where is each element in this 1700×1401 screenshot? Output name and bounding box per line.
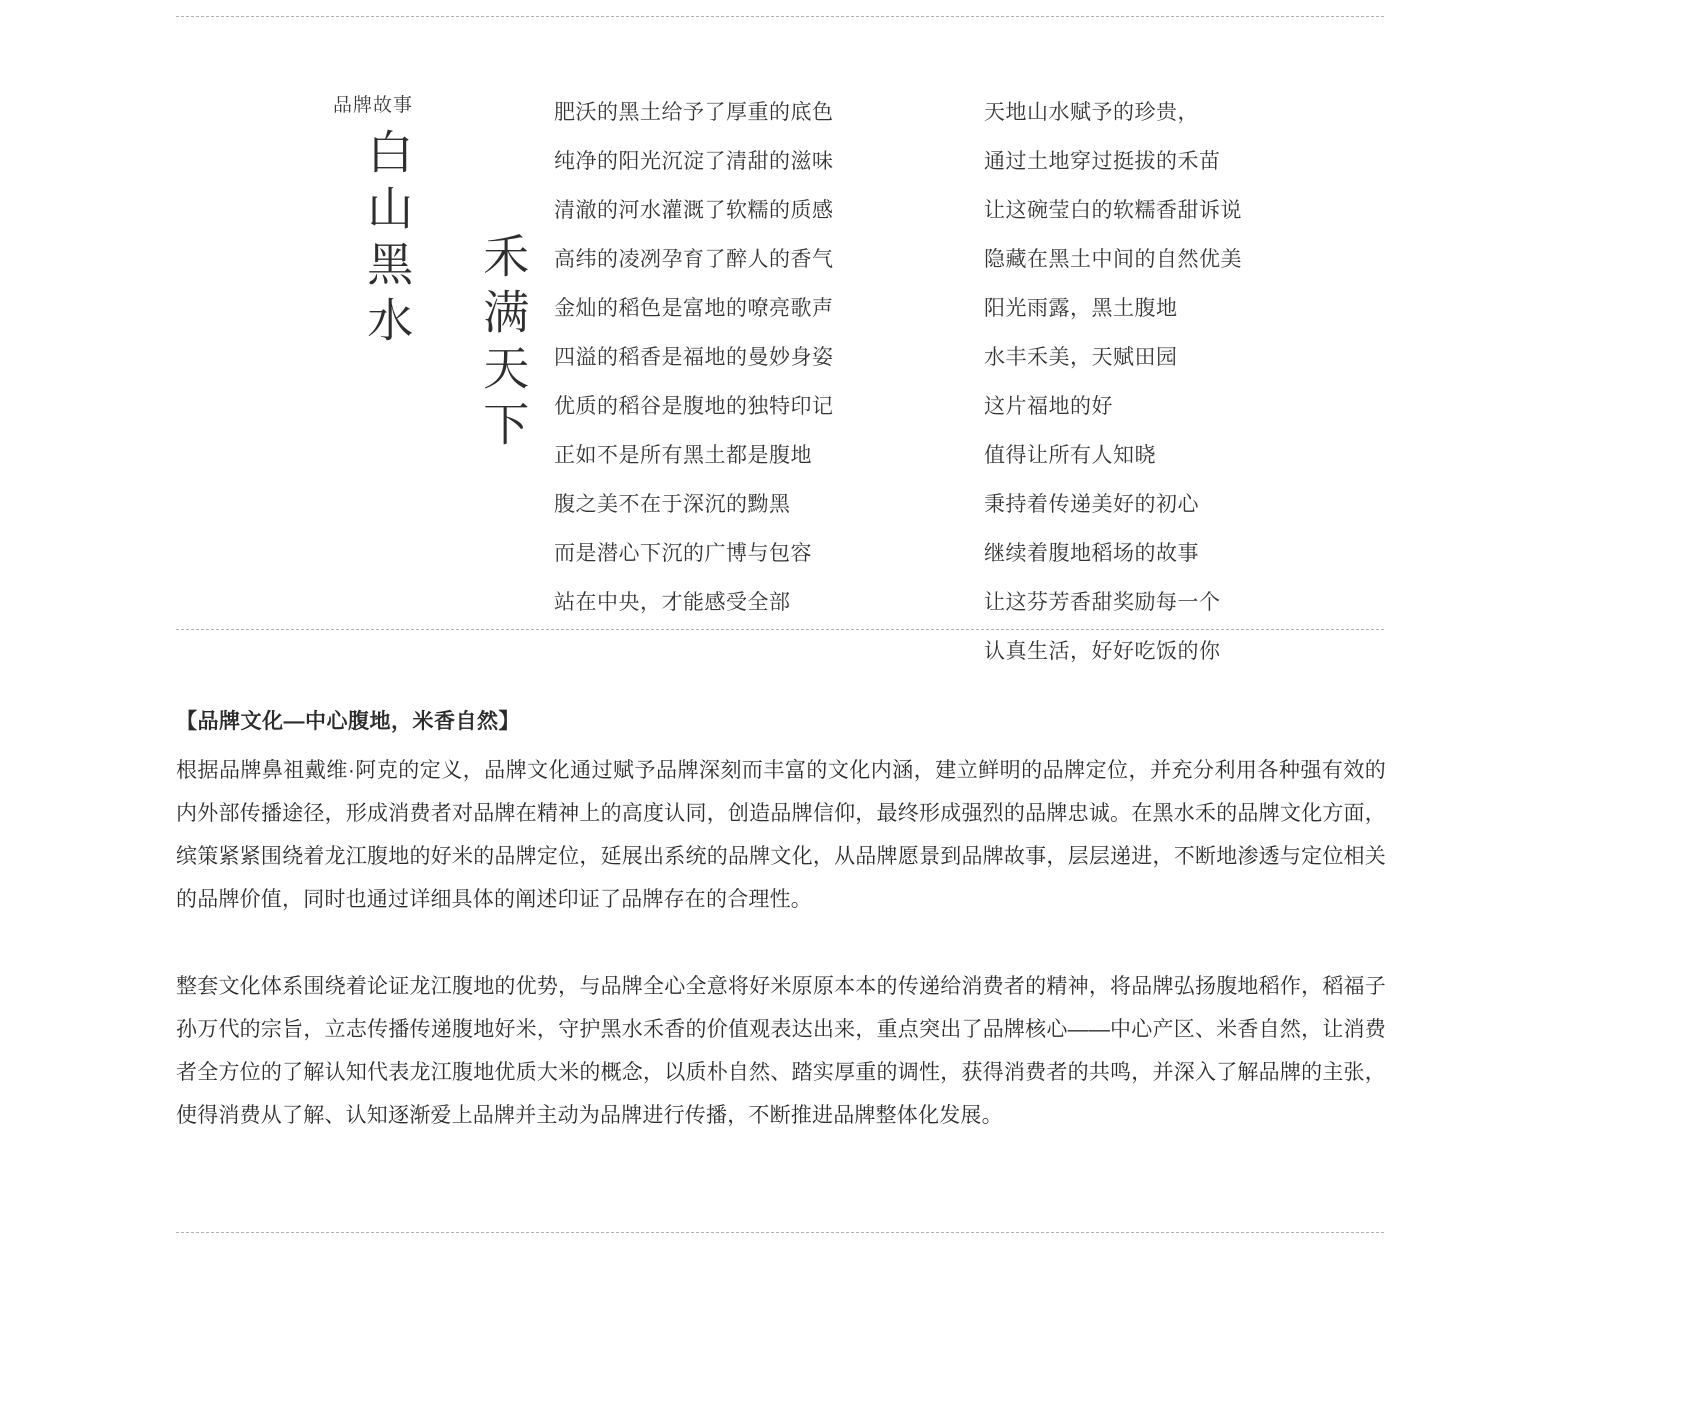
story-line: 继续着腹地稻场的故事 <box>984 542 1199 565</box>
story-line: 而是潜心下沉的广博与包容 <box>554 542 812 565</box>
story-line: 隐藏在黑土中间的自然优美 <box>984 248 1242 271</box>
brand-culture-heading: 【品牌文化—中心腹地，米香自然】 <box>176 710 520 733</box>
brand-story-section <box>176 70 1384 663</box>
divider-bottom <box>176 1232 1384 1233</box>
brand-story-title-line-2: 禾满天下 <box>477 232 530 456</box>
divider-top <box>176 16 1384 17</box>
brand-story-column-left <box>554 88 834 627</box>
story-line: 金灿的稻色是富地的嘹亮歌声 <box>554 297 834 320</box>
story-line: 认真生活，好好吃饭的你 <box>984 640 1221 663</box>
story-line: 高纬的凌冽孕育了醉人的香气 <box>554 248 834 271</box>
story-line: 水丰禾美，天赋田园 <box>984 346 1178 369</box>
divider-middle <box>176 629 1384 630</box>
story-line: 值得让所有人知晓 <box>984 444 1156 467</box>
story-line: 肥沃的黑土给予了厚重的底色 <box>554 101 834 124</box>
story-line: 优质的稻谷是腹地的独特印记 <box>554 395 834 418</box>
brand-story-column-right <box>984 88 1242 676</box>
brand-culture-paragraph-1: 根据品牌鼻祖戴维·阿克的定义，品牌文化通过赋予品牌深刻而丰富的文化内涵，建立鲜明的品牌定位，并充分利用各种强有效的内外部传播途径，形成消费者对品牌在精神上的高度认同，创造品牌信仰，最终形成强烈的品牌忠诚。在黑水禾的品牌文化方面，缤策紧紧围绕着龙江腹地的好米的品牌定位，延展出系统的品牌文化，从品牌愿景到品牌故事，层层递进，不断地渗透与定位相关的品牌价值，同时也通过详细具体的阐述印证了品牌存在的合理性。 <box>176 759 1386 911</box>
brand-culture-paragraph-2: 整套文化体系围绕着论证龙江腹地的优势，与品牌全心全意将好米原原本本的传递给消费者的精神，将品牌弘扬腹地稻作，稻福子孙万代的宗旨，立志传播传递腹地好米，守护黑水禾香的价值观表达出来，重点突出了品牌核心——中心产区、米香自然，让消费者全方位的了解认知代表龙江腹地优质大米的概念，以质朴自然、踏实厚重的调性，获得消费者的共鸣，并深入了解品牌的主张，使得消费从了解、认知逐渐爱上品牌并主动为品牌进行传播，不断推进品牌整体化发展。 <box>176 975 1386 1127</box>
story-line: 腹之美不在于深沉的黝黑 <box>554 493 791 516</box>
story-line: 通过土地穿过挺拔的禾苗 <box>984 150 1221 173</box>
story-line: 清澈的河水灌溉了软糯的质感 <box>554 199 834 222</box>
story-line: 四溢的稻香是福地的曼妙身姿 <box>554 346 834 369</box>
brand-story-label: 品牌故事 <box>333 95 414 116</box>
story-line: 纯净的阳光沉淀了清甜的滋味 <box>554 150 834 173</box>
story-line: 天地山水赋予的珍贵， <box>984 101 1199 124</box>
brand-story-title <box>326 128 586 598</box>
story-line: 正如不是所有黑土都是腹地 <box>554 444 812 467</box>
story-line: 让这碗莹白的软糯香甜诉说 <box>984 199 1242 222</box>
story-line: 秉持着传递美好的初心 <box>984 493 1199 516</box>
story-line: 站在中央，才能感受全部 <box>554 591 791 614</box>
brand-story-title-line-1: 白山黑水 <box>361 128 414 352</box>
story-line: 这片福地的好 <box>984 395 1113 418</box>
story-line: 让这芬芳香甜奖励每一个 <box>984 591 1221 614</box>
story-line: 阳光雨露，黑土腹地 <box>984 297 1178 320</box>
brand-culture-section <box>176 705 1386 1137</box>
